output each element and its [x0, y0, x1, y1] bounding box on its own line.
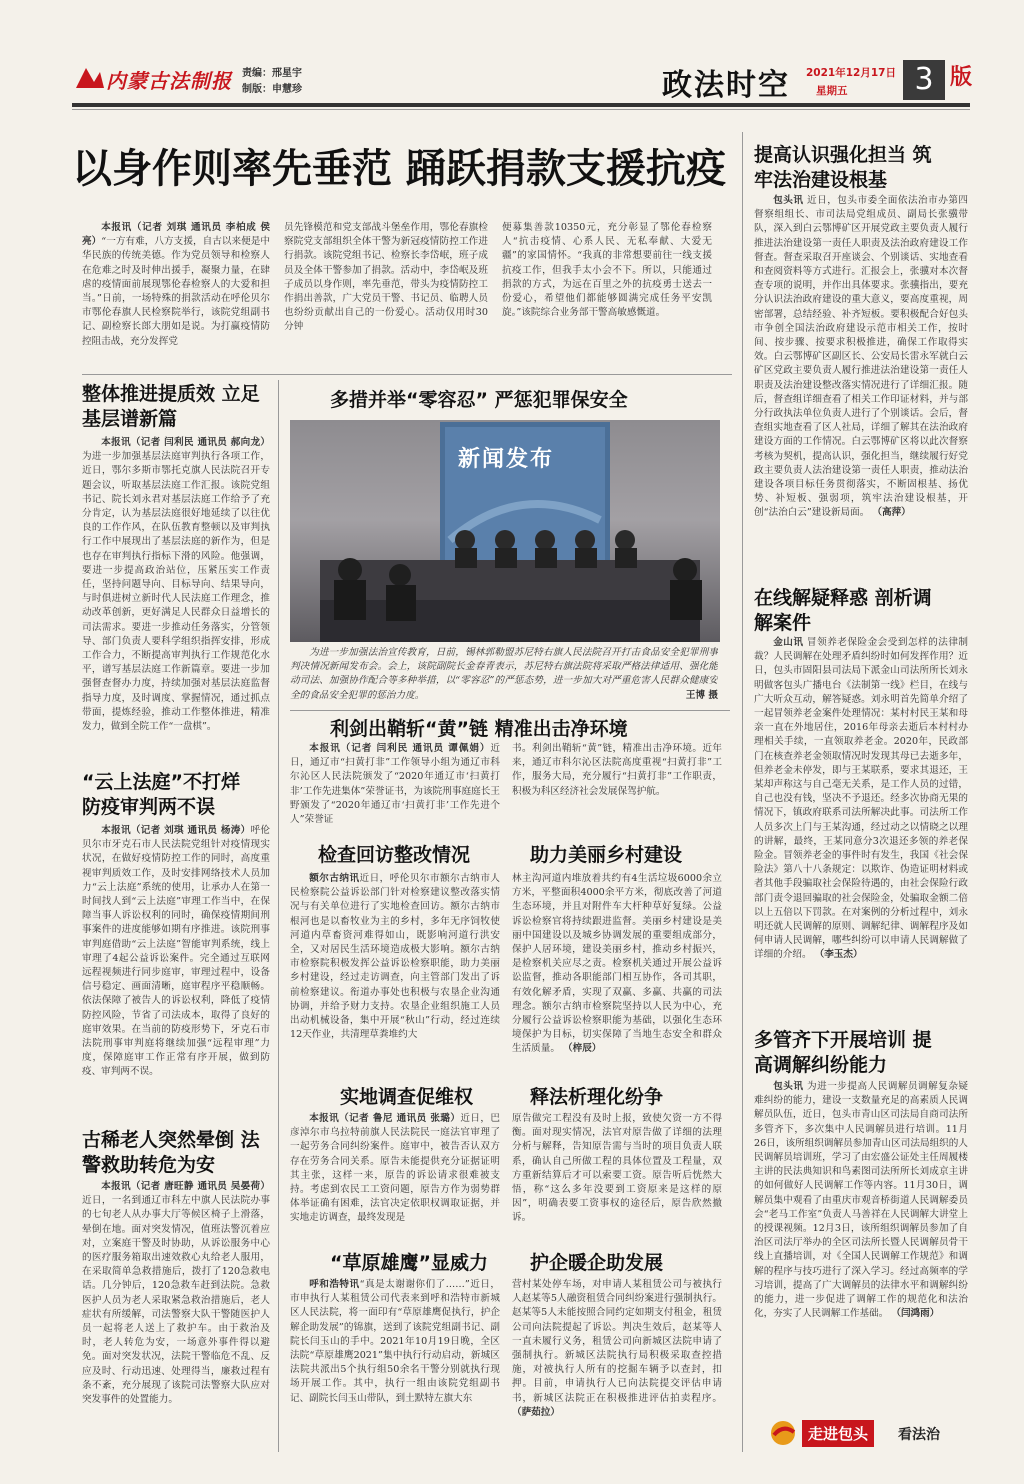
issue-weekday: 星期五	[816, 85, 848, 97]
m5-title: 实地调查促维权	[340, 1086, 474, 1108]
m4-text: 林主沟河道内堆放着共约有4生活垃圾6000余立方米，平整面积4000余平方米，彻底改善了河道生态环境，并且对附件车大杆种草好复绿。公益诉讼检察官将持续跟进监督。美丽乡村建设是美丽中国建设以及城乡协调发展的重要组成部分，保护人居环境，建设美丽乡村，推动乡村振兴，是检察机关应尽之责。检察机关通过开展公益诉讼监督，推动各职能部门相互协作，各司其职，有效化解矛盾，实现了双赢、多赢、共赢的司法理念。额尔古纳市检察院坚持以人民为中心，充分履行公益诉讼检察职能为基础，以强化生态环境保护为目标，切实保障了当地生态安全和群众生活质量。	[512, 873, 722, 1055]
r3-byline: 包头讯	[773, 1081, 804, 1092]
a1-body	[82, 436, 270, 748]
r3-body	[754, 1080, 968, 1410]
section-title: 政法时空	[662, 68, 790, 103]
footer-brand: 走进包头	[802, 1420, 874, 1447]
footer-badge	[770, 1418, 970, 1448]
r1-byline: 包头讯	[773, 195, 804, 206]
a3-text: 近日，一名到通辽市科左中旗人民法院办事的七旬老人从办事大厅等候区椅子上滑落，晕倒在地。面对突发情况，值班法警沉着应对，立案庭干警及时协助，从诉讼服务中心的医疗服务箱取出速效救心丸给老人服用，在采取简单急救措施后，拨打了120急救电话。几分钟后，120急救车赶到法院。急救医护人员为老人采取紧急救治措施后，老人症状有所缓解，司法警察大队干警随医护人员一起将老人送上了救护车。由于救治及时，老人转危为安，一场意外事件得以避免。面对突发状况，法院干警临危不乱、反应及时、行动迅速、处理得当，廉救过程有条不紊，充分展现了该院司法警察大队应对突发事件的处置能力。	[82, 1195, 270, 1406]
m8-title: 护企暖企助发展	[530, 1252, 664, 1274]
photo-banner-text: 新闻发布	[458, 447, 555, 472]
photo-caption	[290, 646, 718, 706]
a2-text: 呼伦贝尔市牙克石市人民法院党组针对疫情现实状况，在做好疫情防控工作的同时，高度重视审判质效工作，及时安排网络技术人员加力“云上法庭”系统的使用，让承办人在第一时间找人到“云上法庭”审理工作当中，在保障当事人诉讼权利的同时，确保疫情期间刑事案件的进度能够如期有序推进。该院刑事审判庭借助“云上法庭”智能审判系统，线上审理了4起公益诉讼案件。完全通过互联网远程视频进行同步庭审，审理过程中，设备信号稳定、画面清晰，庭审程序平稳顺畅。依法保障了被告人的诉讼权利，降低了疫情防控风险，节省了司法成本，取得了良好的庭审效果。在当前的防疫形势下，牙克石市法院刑事审判庭将继续加强“远程审理”力度，保障庭审工作正常有序开展，做到防疫、审判两不误。	[82, 825, 270, 1078]
m8-body	[512, 1278, 722, 1452]
m7-body	[290, 1278, 500, 1452]
m8-credit: （萨茹拉）	[512, 1406, 560, 1418]
r1-text: 近日，包头市委全面依法治市办第四督察组组长、市司法局党组成员、副局长张骥带队，深入到白云鄂博矿区开展党政主要负责人履行推进法治建设第一责任人职责及法治政府建设工作督查。督查采取召开座谈会、个别谈话、实地查看和查阅资料等方式进行。汇报会上，张骥对本次督查专项的说明，并作出具体要求。张骥指出，要充分认识法治政府建设的重大意义，要高度重视，周密部署，总结经验、补齐短板。要积极配合好包头市争创全国法治政府建设示范市相关工作，按时间、按步骤、按要求积极推进，确保工作取得实效。白云鄂博矿区副区长、公安局长雷永军就白云矿区党政主要负责人履行推进法治建设第一责任人职责及法治建设整改落实情况进行了详细汇报。随后，督查组详细查看了相关工作印证材料，并与部分行政执法单位负责人进行了个别谈话。会后，督查组实地查看了区人社局，详细了解其在法治政府建设方面的工作情况。白云鄂博矿区将以此次督察考核为契机，提高认识，强化担当，继续履行好党政主要负责人法治建设第一责任人职责，推动法治建设各项目标任务贯彻落实，不断固根基、扬优势、补短板、强弱项，筑牢法治建设根基，开创“法治白云”建设新局面。	[754, 195, 968, 519]
paper-name: 内蒙古法制报	[106, 69, 232, 93]
m2-right	[512, 742, 722, 834]
r3-credit: （闫鸿雨）	[891, 1308, 940, 1320]
m6-body	[512, 1112, 722, 1240]
lead-headline: 以身作则率先垂范 踊跃捐款支援抗疫	[72, 145, 726, 192]
m2-left-text: 近日，通辽市“扫黄打非”工作领导小组为通辽市科尔沁区人民法院颁发了“2020年通辽市‘扫黄打非’工作先进集体”荣誉证书，为该院刑事庭庭长王野颁发了“2020年通辽市‘扫黄打非’工作先进个人”荣誉证	[290, 743, 500, 826]
m6-title: 释法析理化纷争	[530, 1086, 664, 1108]
r2-text: 冒领养老保险金会受到怎样的法律制裁？人民调解在处理矛盾纠纷时如何发挥作用？近日，包头市固阳县司法局下派金山司法所所长刘永明做客包头广播电台《法制第一线》栏目，在线与广大听众互动，解答疑惑。刘永明首先简单介绍了一起冒领养老金案件处理情况：某村村民王某和母亲一直在外地居住，2016年母亲去逝后本村村办理相关手续，一直领取养老金。2020年，民政部门在核查养老金领取情况时发现其母已去逝多年，但养老金未停发，即与王某联系，要求其退还，王某却声称这与自己毫无关系，是工作人员的过错，自己也没有钱，坚决不予退还。经多次协商无果的情况下，镇政府联系司法所解决此事。司法所工作人员多次上门与王某沟通，经过动之以情晓之以理的讲解，最终，王某同意分3次退还多领的养老保险金。冒领养老金的事件时有发生，我国《社会保险法》第八十八条规定：以欺诈、伪造证明材料或者其他手段骗取社会保险待遇的，由社会保险行政部门责令退回骗取的社会保险金，处骗取金额二倍以上五倍以下罚款。在对案例的分析过程中，刘永明还就人民调解的原则、调解纪律、调解程序及如何申请人民调解，哪些纠纷可以申请人民调解做了详细的介绍。	[754, 637, 968, 961]
page-number: 3	[914, 62, 934, 97]
lead-divider	[82, 374, 732, 375]
paper-logo	[72, 63, 232, 93]
photo-credit: 王博 摄	[685, 689, 718, 701]
r1-credit: （高萍）	[872, 507, 911, 519]
a1-text: 为进一步加强基层法庭审判执行各项工作，近日，鄂尔多斯市鄂托克旗人民法院召开专题会议，听取基层法庭工作汇报。该院党组书记、院长刘永君对基层法庭工作给予了充分肯定，认为基层法庭很好地延续了以往优良的工作作风，在队伍教育整顿以及审判执行工作中展现出了基层法庭的新作为，但是也存在审判执行指标下滑的风险。他强调，要进一步提高政治站位，压紧压实工作责任，坚持问题导向、目标导向、结果导向，与时俱进树立新时代人民法庭工作理念，推动改革创新，更好满足人民群众日益增长的司法需求。要进一步推动任务落实，分管领导、部门负责人要科学组织指挥安排，形成工作合力，不断提高审判执行工作规范化水平，谱写基层法庭工作新篇章。要进一步加强督查督办力度，持续加强对基层法庭监督指导力度，及时调度、掌握情况，通过抓点带面，提炼经验，推动工作整体推进，精准发力，做到全院工作“一盘棋”。	[82, 451, 270, 733]
r2-title: 在线解疑释惑 剖析调解案件	[754, 587, 932, 634]
news-photo	[290, 420, 720, 642]
lead-col-3	[502, 221, 712, 367]
a1-title: 整体推进提质效 立足基层谱新篇	[82, 383, 260, 430]
r1-body	[754, 194, 968, 574]
m2-left	[290, 742, 500, 834]
a2-body	[82, 824, 270, 1118]
m2-right-text: 书。利剑出鞘斩“黄”链，精准出击净环境。近年来，通辽市科尔沁区法院高度重视“扫黄打非”工作，服务大局，充分履行“扫黄打非”工作职责，积极为科区经济社会发展保驾护航。	[512, 743, 722, 797]
r1-title: 提高认识强化担当 筑牢法治建设根基	[754, 144, 932, 191]
m6-text: 原告做完工程没有及时上报，致使欠资一方不得衡。面对现实情况，法官对原告做了详细的法理分析与解释，告知原告需与当时的项目负责人联系，确认自己所做工程的具体位置及工程量，双方重新结算后才可以索要工资。原告听后恍然大悟，称“这么多年没要到工资原来是这样的原因”，明确表要工资事权的途径后，原告欣然撤诉。	[512, 1113, 722, 1224]
m3-title: 检查回访整改情况	[318, 844, 471, 866]
a3-byline: 本报讯（记者 唐旺静 通讯员 吴晏荷）	[101, 1181, 270, 1192]
lead-text-1: “一方有难，八方支援，自古以来便是中华民族的传统美德。作为党员领导和检察人在危难之时及时伸出援手，凝聚力量，在肆虐的疫情面前展现鄂伦春检察人的大爱和担当。”日前，一场特殊的捐款活动在呼伦贝尔市鄂伦春旗人民检察院举行，该院党组副书记、副检察长郎大朋如是说。为打赢疫情防控阻击战，充分发挥党	[82, 236, 270, 347]
r3-title: 多管齐下开展培训 提高调解纠纷能力	[754, 1029, 932, 1076]
a3-body	[82, 1180, 270, 1452]
m5-text: 近日，巴彦淖尔市乌拉特前旗人民法院民一庭法官审理了一起劳务合同纠纷案件。庭审中，被告否认双方存在劳务合同关系。原告未能提供充分证据证明其主张，这样一来，原告的诉讼请求很难被支持。考虑到农民工工资问题，原告方作为弱势群体举证确有困难，法官决定依职权调取证据，并实地走访调查，最终发现是	[290, 1113, 500, 1224]
footer-sub: 看法治	[898, 1427, 940, 1443]
m7-byline: 呼和浩特讯	[309, 1279, 360, 1290]
m7-title: “草原雄鹰”显威力	[330, 1252, 488, 1274]
r2-byline: 金山讯	[773, 637, 804, 648]
m5-byline: 本报讯（记者 鲁尼 通讯员 张璐）	[309, 1113, 461, 1124]
r3-text: 为进一步提高人民调解员调解复杂疑难纠纷的能力，建设一支数量充足的高素质人民调解员队伍，近日，包头市青山区司法局自商司法所多管齐下，多次集中人民调解员进行培训。11月26日，该所组织调解员参加青山区司法局组织的人民调解员培训班，学习了由宏盛公证处主任周履楼主讲的民法典知识和鸟素图司法所所长刘成京主讲的如何做好人民调解工作等内容。11月30日，调解员集中观看了由重庆市观音桥街道人民调解委员会“老马工作室”负责人马善祥在人民调解大讲堂上的授课视频。12月3日，该所组织调解员参加了自治区司法厅举办的全区司法所长暨人民调解员骨干线上直播培训，对《全国人民调解工作规范》和调解的程序与技巧进行了深入学习。经过高频率的学习培训，提高了广大调解员的法律水平和调解纠纷的能力，进一步促进了调解工作的规范化和法治化，夯实了人民调解工作基础。	[754, 1081, 968, 1320]
lead-col-1	[82, 221, 270, 367]
m4-credit: （梓辰）	[563, 1043, 602, 1055]
lead-text-3: 便募集善款10350元，充分彰显了鄂伦春检察人“抗击疫情、心系人民、无私奉献、大爱无疆”的家国情怀。“我真的非常想要前往一线支援抗疫工作，但我手太小会不下。所以，只能通过捐款的方式，为远在百里之外的抗疫勇士送去一份爱心，希望他们都能够圆满完成任务平安凯旋。”该院综合业务部干警高敏感慨道。	[502, 222, 712, 319]
brand-swirl-icon	[770, 1420, 800, 1446]
middle-divider-1	[290, 710, 730, 711]
editor-credit: 责编：邢星宇	[242, 68, 302, 79]
lead-text-2: 员先锋模范和党支部战斗堡垒作用，鄂伦春旗检察院党支部组织全体干警为新冠疫情防控工作进行捐款。该院党组书记、检察长李岱岷，班子成员及全体干警参加了捐款。活动中，李岱岷及班子成员以身作则，率先垂范，带头为疫情防控工作捐出善款，广大党员干警、书记员、临聘人员也纷纷贡献出自己的一份爱心。活动仅用时30分钟	[284, 222, 488, 333]
m3-byline: 额尔古纳讯	[309, 873, 360, 884]
lead-byline: 本报讯（记者 刘琪 通讯员 李柏成 侯亮）	[82, 222, 270, 248]
lead-col-2	[284, 221, 488, 367]
m3-body	[290, 872, 500, 1078]
masthead	[0, 0, 1024, 120]
m5-body	[290, 1112, 500, 1240]
m4-title: 助力美丽乡村建设	[530, 844, 683, 866]
m2-byline: 本报讯（记者 闫利民 通讯员 谭佩娟）	[309, 743, 491, 754]
r2-credit: （李玉杰）	[814, 949, 863, 961]
m8-text: 营村某处停车场，对申请人某租赁公司与被执行人赵某等5人融资租赁合同纠纷案进行强制执行。赵某等5人未能按照合同约定如期支付租金，租赁公司向法院提起了诉讼。判决生效后，赵某等人一直未履行义务，租赁公司向新城区法院申请了强制执行。新城区法院执行局积极采取查控措施，对被执行人所有的挖掘车辆予以查封，扣押。目前，申请执行人已向法院提交评估申请书，新城区法院正在积极推进评估拍卖程序。	[512, 1279, 722, 1404]
m2-title: 利剑出鞘斩“黄”链 精准出击净环境	[330, 718, 628, 740]
page-suffix: 版	[950, 65, 973, 90]
a2-byline: 本报讯（记者 刘琪 通讯员 杨涛）	[101, 825, 251, 836]
left-col-divider	[278, 380, 279, 1452]
r2-body	[754, 636, 968, 1016]
photo-caption-text: 为进一步加强法治宣传教育，日前，锡林郭勒盟苏尼特右旗人民法院召开打击食品安全犯罪刑事判决情况新闻发布会。会上，该院副院长金春青表示，苏尼特右旗法院将采取严格法律适用、强化能动司法、加强协作配合等多种举措，以“零容忍”的严惩态势，进一步加大对严重危害人民群众健康安全的食品安全犯罪的惩治力度。	[290, 647, 718, 701]
a3-title: 古稀老人突然晕倒 法警救助转危为安	[82, 1129, 260, 1176]
masthead-rule-thin	[72, 109, 970, 110]
a1-byline: 本报讯（记者 闫利民 通讯员 郝向龙）	[101, 437, 270, 448]
issue-date: 2021年12月17日	[806, 67, 896, 79]
designer-credit: 制版：申慧珍	[242, 84, 302, 95]
page-number-box	[903, 60, 945, 100]
m4-body	[512, 872, 722, 1078]
logo-mark-icon	[72, 64, 106, 92]
m3-text: 近日，呼伦贝尔市额尔古纳市人民检察院公益诉讼部门针对检察建议整改落实情况与有关单位进行了实地检查回访。额尔古纳市根河也是以畜牧业为主的乡村，多年无序饲牧使河道内草畜资河难得如山，既影响河道行洪安全，又对居民生活环境造成极大影响。额尔古纳市检察院积极发挥公益诉讼检察职能，助力美丽乡村建设，经过走访调查，向主管部门发出了诉前检察建议。衔道办事处也积极与农垦企业沟通协调，并给予财力支持。农垦企业组织施工人员出动机械设备，集中开展“秋山”行动，经过连续12天作业，共清理草粪堆约大	[290, 873, 500, 1041]
masthead-rule	[72, 103, 970, 107]
m7-text: “真是太谢谢你们了……”近日，市申执行人某租赁公司代表来到呼和浩特市新城区人民法院，将一面印有“草原雄鹰促执行，护企解企助发展”的锦旗，送到了该院党组副书记、副院长闫玉山的手中。2021年10月19日晚，全区法院“草原雄鹰2021”集中执行行动启动，新城区法院共派出5个执行组50余名干警分别就执行现场开展工作。其中，执行一组由该院党组副书记、副院长闫玉山带队，到土默特左旗大东	[290, 1279, 500, 1404]
a2-title: “云上法庭”不打烊 防疫审判两不误	[82, 771, 240, 818]
right-col-divider	[742, 132, 743, 1452]
m1-title: 多措并举“零容忍” 严惩犯罪保安全	[330, 389, 628, 411]
